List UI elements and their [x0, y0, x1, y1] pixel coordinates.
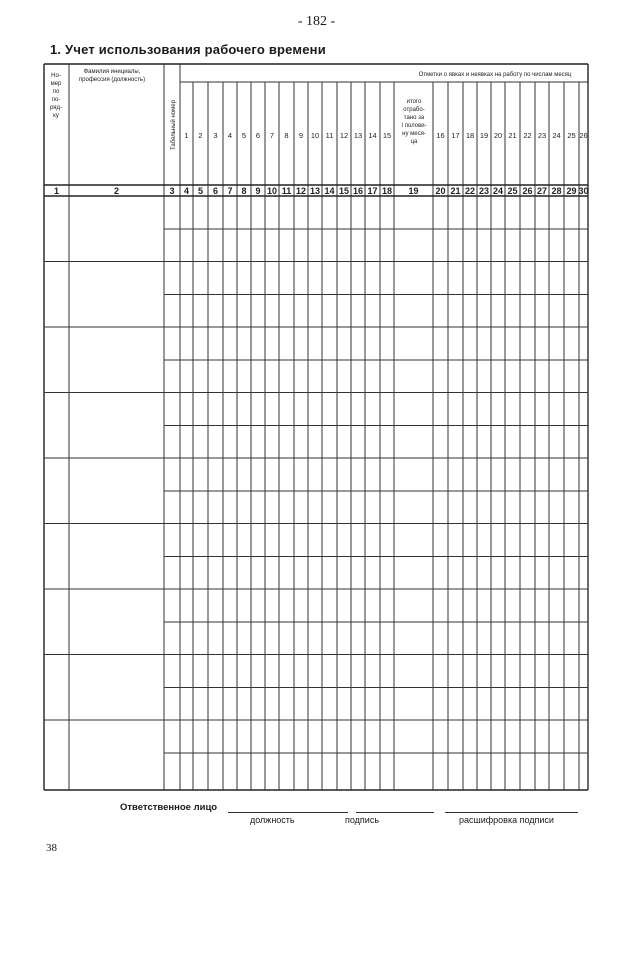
column-number: 26	[522, 186, 533, 196]
decoding-caption: расшифровка подписи	[459, 815, 554, 825]
header-total-text: I полови-	[401, 123, 427, 129]
day-number: 2	[198, 131, 203, 140]
day-number: 21	[508, 131, 517, 140]
column-number: 29	[566, 186, 577, 196]
column-number: 25	[507, 186, 518, 196]
day-number: 22	[523, 131, 532, 140]
column-number: 8	[241, 186, 247, 196]
day-number: 19	[479, 131, 489, 140]
header-total-text: тано за	[403, 115, 425, 121]
day-number: 17	[451, 131, 460, 140]
column-number: 10	[266, 186, 278, 196]
header-total-text: ну меся-	[402, 131, 426, 137]
header-number-text: по	[52, 89, 60, 95]
header-marks-text: Отметки о явках и неявках на работу по числам месяц	[418, 72, 572, 78]
day-number: 12	[339, 131, 349, 140]
column-number: 20	[435, 186, 446, 196]
column-number: 27	[536, 186, 548, 196]
column-number: 11	[281, 186, 292, 196]
day-number: 8	[284, 131, 289, 140]
day-number: 25	[567, 131, 576, 140]
column-number: 13	[309, 186, 321, 196]
column-number: 9	[255, 186, 261, 196]
column-number: 22	[464, 186, 476, 196]
column-number: 6	[212, 186, 219, 196]
column-number: 7	[227, 186, 233, 196]
signature-caption: подпись	[345, 815, 380, 825]
column-number: 14	[324, 186, 335, 196]
position-caption: должность	[250, 815, 295, 825]
page-title: 1. Учет использования рабочего времени	[50, 42, 326, 57]
signature-line[interactable]	[356, 812, 434, 813]
day-number: 16	[436, 131, 445, 140]
day-number: 13	[353, 131, 363, 140]
decoding-line[interactable]	[445, 812, 578, 813]
day-number: 15	[382, 131, 392, 140]
responsible-person-label: Ответственное лицо	[120, 802, 218, 813]
column-number: 16	[352, 186, 364, 196]
header-number-text: мер	[50, 81, 62, 87]
header-total-text: ца	[410, 139, 418, 145]
column-number: 12	[295, 186, 307, 196]
header-number-text: ку	[53, 113, 59, 119]
header-total-text: итого	[406, 99, 422, 105]
header-total-text: отрабо-	[403, 107, 425, 113]
header-number-text: по-	[51, 97, 61, 103]
column-number: 4	[183, 186, 190, 196]
day-number: 26	[579, 131, 588, 140]
column-number: 30	[578, 186, 589, 196]
column-number: 23	[478, 186, 490, 196]
column-number: 2	[113, 186, 120, 196]
header-tab-text: Табельный номер	[171, 100, 177, 150]
column-number: 18	[381, 186, 393, 196]
day-number: 1	[184, 131, 189, 140]
bottom-page-number: 38	[46, 842, 57, 854]
day-number: 11	[325, 131, 334, 140]
header-name-text: профессия (должность)	[78, 77, 146, 83]
day-number: 9	[298, 131, 304, 140]
column-number: 1	[53, 186, 60, 196]
header-number-text: ряд-	[49, 105, 63, 111]
day-number: 24	[552, 131, 561, 140]
day-number: 5	[241, 131, 247, 140]
position-line[interactable]	[228, 812, 348, 813]
day-number: 14	[368, 131, 377, 140]
day-number: 7	[269, 131, 275, 140]
day-number: 3	[213, 131, 218, 140]
day-number: 23	[537, 131, 547, 140]
header-number-text: Но-	[51, 73, 61, 79]
column-number: 28	[551, 186, 562, 196]
day-number: 6	[255, 131, 261, 140]
header-name-text: Фамилия инициалы,	[83, 69, 141, 75]
column-number: 5	[197, 186, 204, 196]
day-number: 10	[310, 131, 320, 140]
day-number: 18	[465, 131, 475, 140]
column-number: 15	[338, 186, 350, 196]
column-number: 3	[169, 186, 175, 196]
column-number: 19	[408, 186, 419, 196]
page-number: - 182 -	[297, 14, 336, 29]
column-number: 17	[367, 186, 378, 196]
day-number: 4	[227, 131, 233, 140]
column-number: 21	[450, 186, 461, 196]
day-number: 20	[493, 131, 503, 140]
column-number: 24	[492, 186, 504, 196]
